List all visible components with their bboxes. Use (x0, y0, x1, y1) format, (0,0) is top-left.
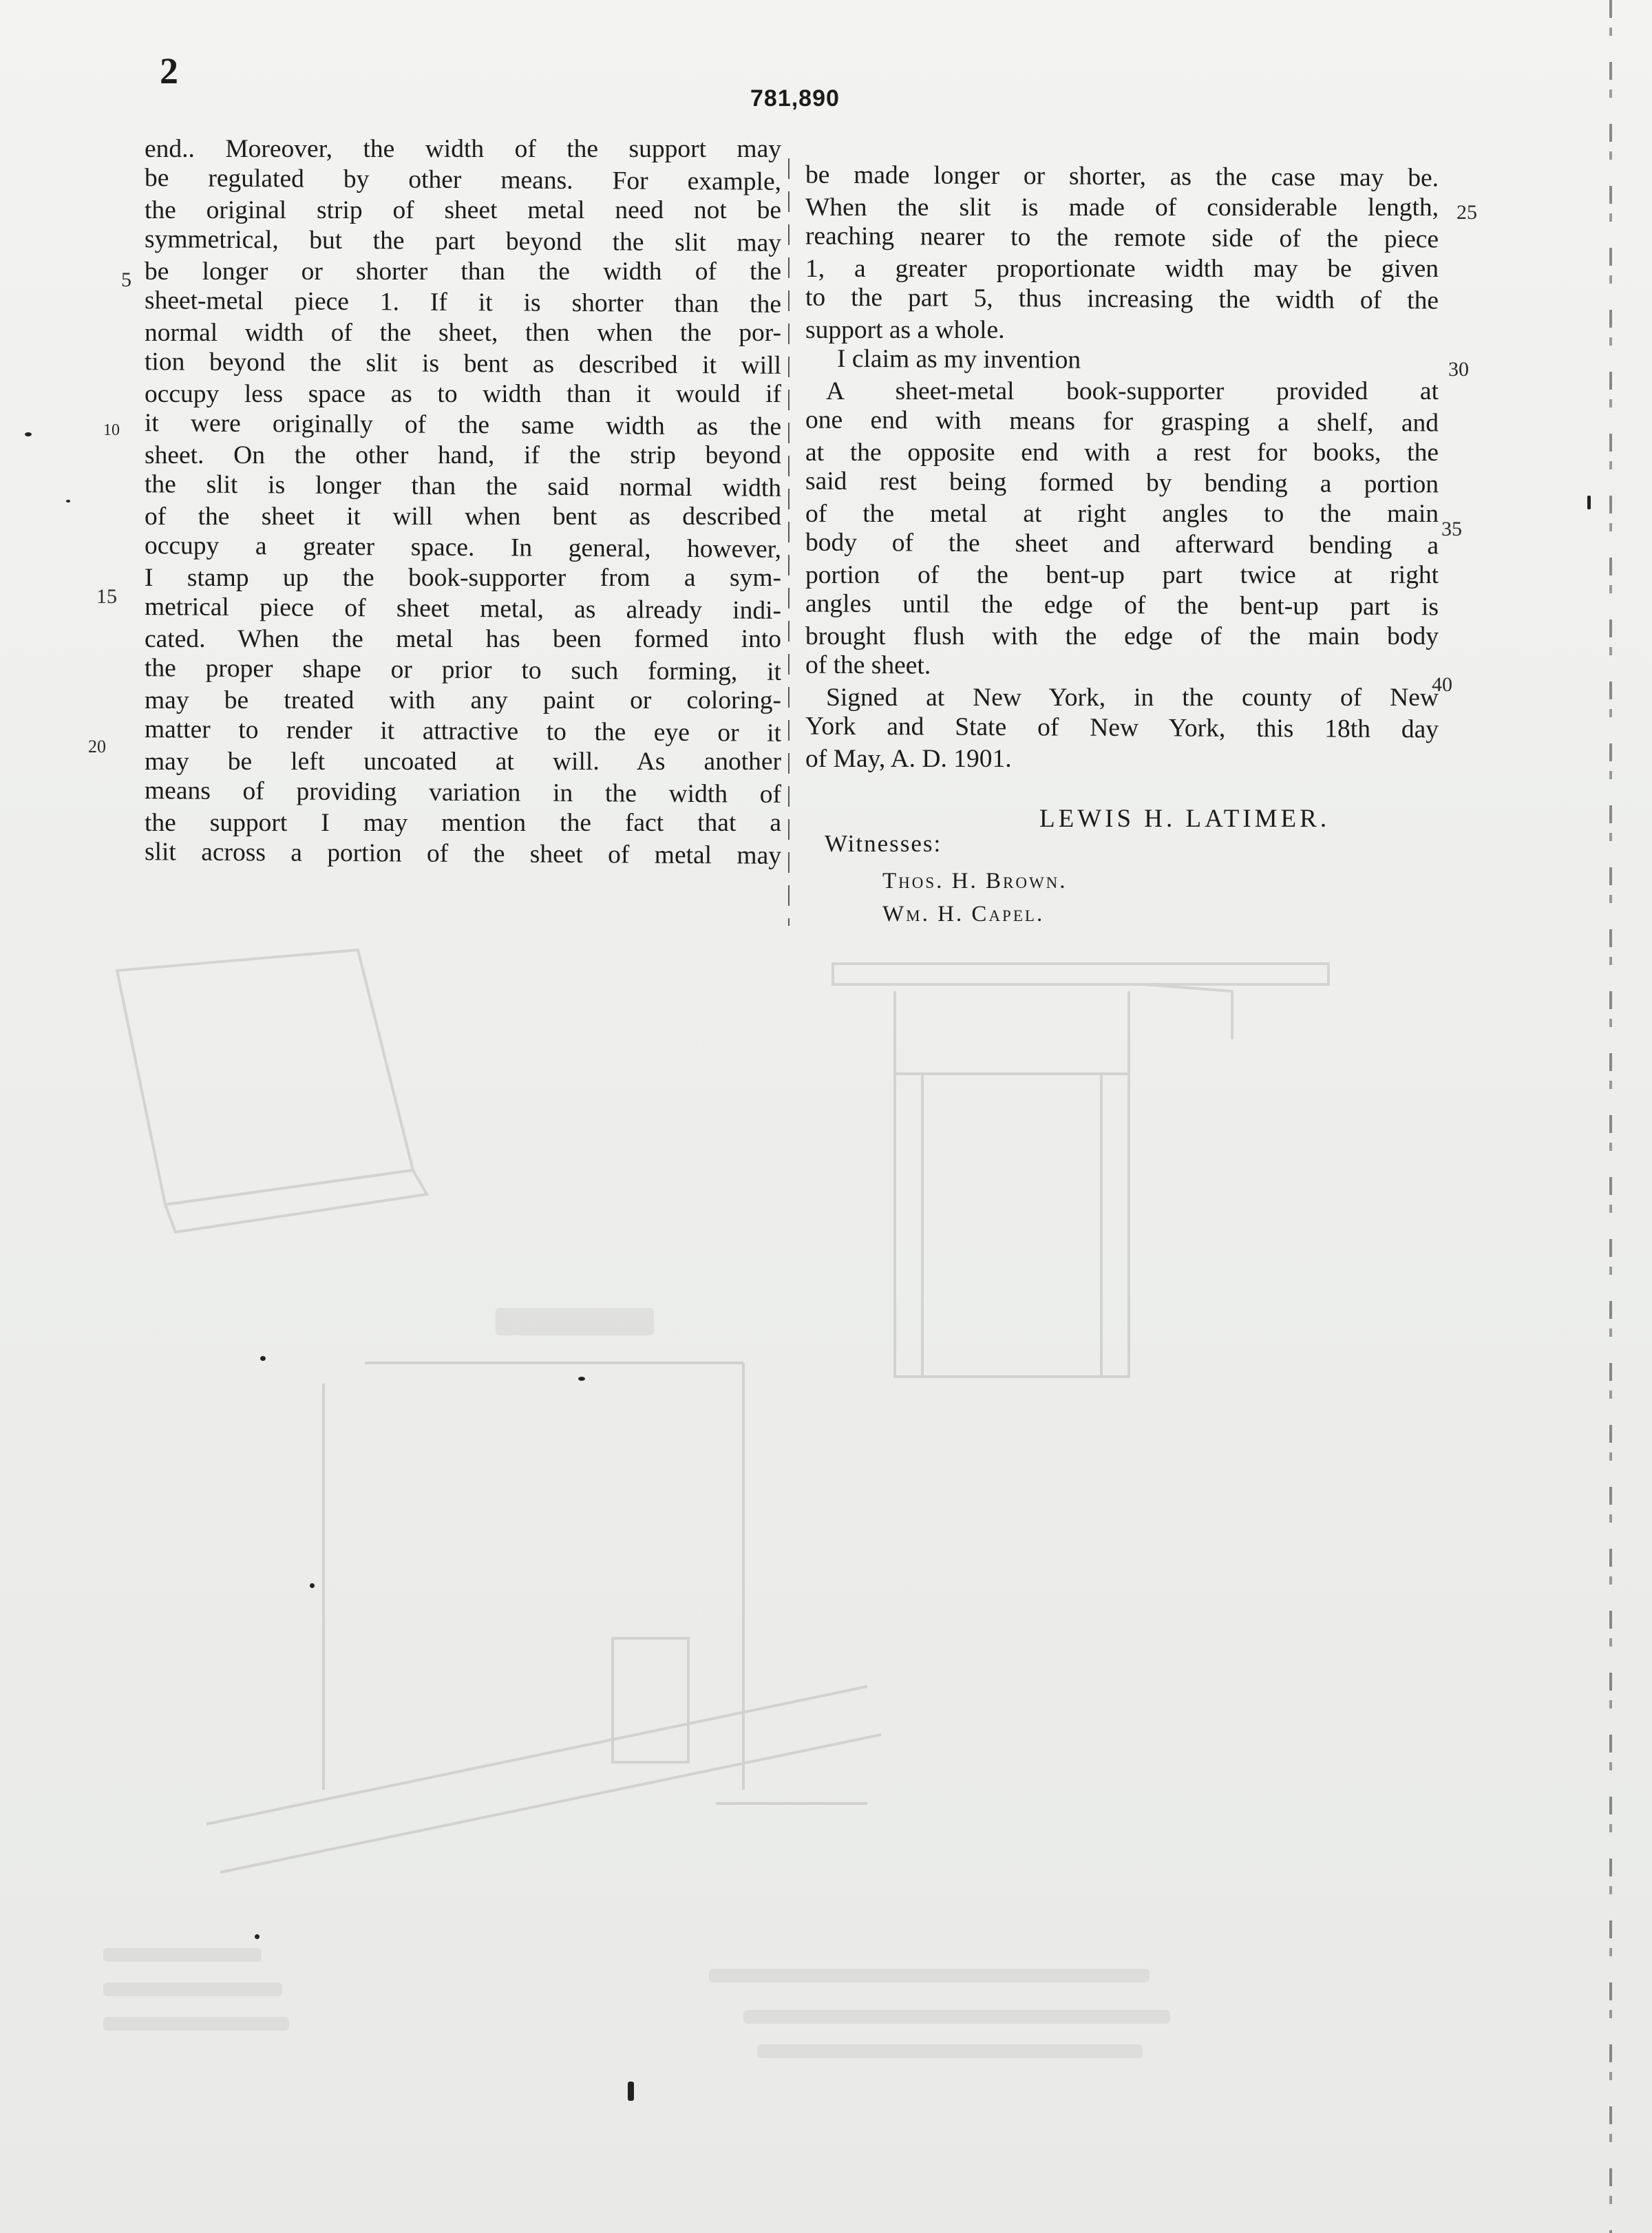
text-line: to the part 5, thus increasing the width of the (805, 283, 1439, 315)
text-line: sheet. On the other hand, if the strip beyond (145, 441, 781, 469)
witness-name: Thos. H. Brown. (882, 869, 1068, 893)
text-line: be regulated by other means. For example, (145, 163, 781, 196)
line-number: 35 (1441, 518, 1462, 540)
text-line: may be treated with any paint or coloring- (145, 686, 781, 715)
text-line: matter to render it attractive to the eye or it (145, 715, 781, 748)
text-line: end.. Moreover, the width of the support may (145, 135, 781, 163)
claim-line: angles until the edge of the bent-up part is (805, 589, 1439, 622)
line-number: 10 (103, 421, 120, 439)
line-number: 20 (88, 737, 106, 756)
text-line: support as a whole. (805, 315, 1005, 344)
text-line: I stamp up the book-supporter from a sym- (145, 564, 781, 592)
claim-line: brought flush with the edge of the main body (805, 622, 1439, 650)
text-line: sheet-metal piece 1. If it is shorter than the (145, 286, 781, 319)
text-line: of the sheet it will when bent as described (145, 502, 781, 531)
signed-line: of May, A. D. 1901. (805, 744, 1012, 773)
claim-line: A sheet-metal book-supporter provided at (826, 377, 1439, 405)
text-line: slit across a portion of the sheet of metal may (145, 837, 781, 870)
text-line: the support I may mention the fact that a (145, 809, 781, 837)
line-number: 25 (1457, 201, 1477, 224)
text-line: the original strip of sheet metal need not be (145, 196, 781, 224)
text-line: cated. When the metal has been formed into (145, 625, 781, 653)
text-line: occupy less space as to width than it would if (145, 380, 781, 408)
claim-line: said rest being formed by bending a portion (805, 467, 1439, 499)
claim-line: one end with means for grasping a shelf, and (805, 405, 1439, 438)
witness-name: Wm. H. Capel. (882, 902, 1045, 927)
text-line: normal width of the sheet, then when the por- (145, 319, 781, 347)
inventor-signature: LEWIS H. LATIMER. (1039, 805, 1331, 833)
text-line: 1, a greater proportionate width may be given (805, 254, 1439, 283)
line-number: 30 (1448, 358, 1469, 381)
claim-heading: I claim as my invention (837, 344, 1081, 374)
left-text-column (145, 134, 781, 869)
witnesses-label: Witnesses: (825, 830, 942, 857)
claim-line: portion of the bent-up part twice at right (805, 560, 1439, 589)
page-edge-shadow (1609, 0, 1612, 2233)
text-line: be longer or shorter than the width of the (145, 257, 781, 286)
text-line: symmetrical, but the part beyond the slit may (145, 224, 781, 257)
text-line: metrical piece of sheet metal, as already indi- (145, 592, 781, 625)
text-line: the slit is longer than the said normal width (145, 469, 781, 502)
claim-line: of the sheet. (805, 650, 931, 680)
line-number: 5 (121, 268, 131, 291)
text-line: tion beyond the slit is bent as described it will (145, 347, 781, 380)
signed-line: Signed at New York, in the county of New (826, 683, 1439, 712)
text-line: it were originally of the same width as the (145, 408, 781, 441)
claim-line: of the metal at right angles to the main (805, 499, 1439, 528)
text-line: means of providing variation in the width of (145, 776, 781, 809)
line-number: 40 (1432, 673, 1452, 696)
claim-line: at the opposite end with a rest for books, the (805, 438, 1439, 467)
text-line: When the slit is made of considerable length, (805, 193, 1439, 222)
text-line: occupy a greater space. In general, however, (145, 531, 781, 564)
text-line: the proper shape or prior to such forming, it (145, 653, 781, 686)
right-text-column (805, 162, 1439, 774)
text-line: be made longer or shorter, as the case may be. (805, 160, 1439, 193)
patent-number: 781,890 (750, 85, 840, 112)
page-number: 2 (160, 50, 180, 92)
line-number: 15 (96, 585, 117, 608)
text-line: may be left uncoated at will. As another (145, 748, 781, 776)
signed-line: York and State of New York, this 18th day (805, 712, 1439, 744)
text-line: reaching nearer to the remote side of the piece (805, 222, 1439, 254)
column-divider (788, 158, 790, 926)
claim-line: body of the sheet and afterward bending a (805, 528, 1439, 560)
